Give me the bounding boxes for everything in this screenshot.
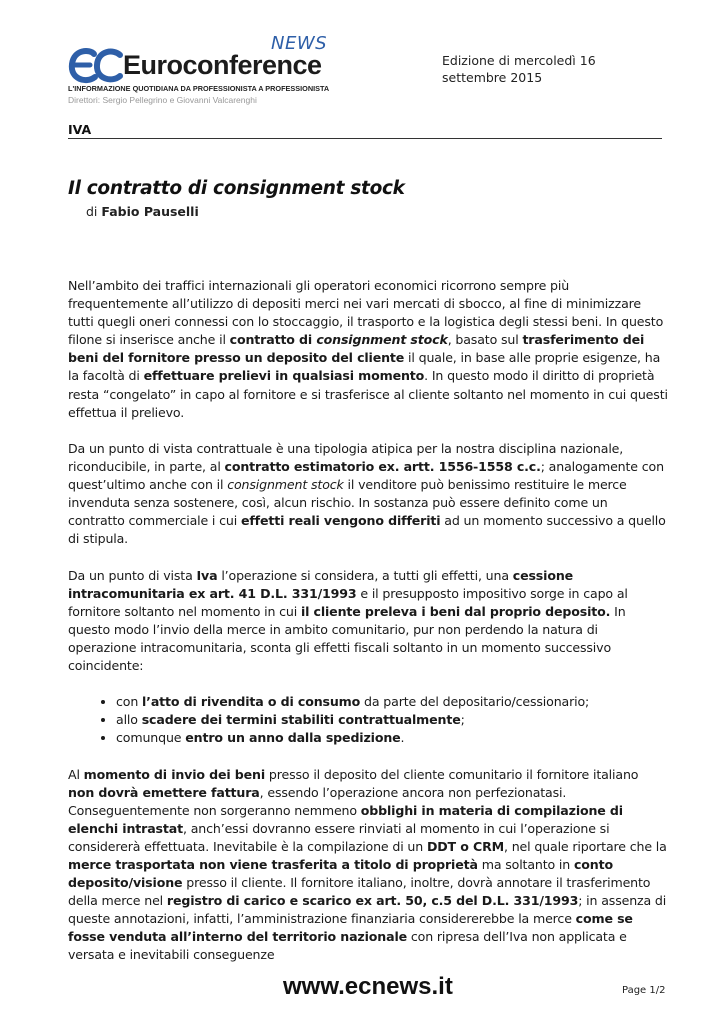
- text-run: Da un punto di vista contrattuale è una tipologia atipica per la nostra disciplina nazionale, riconducibile, in parte, al: [68, 440, 624, 474]
- text-run: entro un anno dalla spedizione: [185, 730, 401, 746]
- text-run: con: [116, 694, 143, 710]
- text-run: scadere dei termini stabiliti contrattualmente: [141, 712, 461, 728]
- text-run: DDT o CRM: [426, 838, 504, 854]
- text-run: il quale, in base alle proprie esigenze, ha la facoltà di: [68, 350, 661, 384]
- text-run: come se fosse venduta all’interno del territorio nazionale: [68, 911, 633, 945]
- text-run: trasferimento dei beni del fornitore presso un deposito del cliente: [68, 332, 645, 366]
- text-run: comunque: [116, 730, 186, 746]
- text-run: Iva: [196, 567, 218, 583]
- text-run: ; analogamente con quest’ultimo anche con il: [68, 458, 664, 493]
- text-run: , nel quale riportare che la: [504, 838, 667, 854]
- text-run: cessione intracomunitaria ex art. 41 D.L. 331/1993: [68, 567, 574, 601]
- text-run: l’operazione si considera, a tutti gli effetti, una: [217, 567, 513, 583]
- bullet-list: [68, 693, 668, 747]
- text-run: .: [400, 730, 405, 746]
- text-run: presso il deposito del cliente comunitario il fornitore italiano: [265, 766, 639, 782]
- text-run: da parte del depositario/cessionario;: [360, 694, 590, 710]
- text-run: contratto di: [229, 332, 317, 348]
- page-number: Page 1/2: [622, 985, 666, 996]
- text-run: presso il cliente. Il fornitore italiano, inoltre, dovrà annotare il trasferimento della merce nel: [68, 875, 651, 909]
- text-run: , anch’essi dovranno essere rinviati al momento in cui l’operazione si considererà effettuata. Inevitabile è la compilazione di un: [68, 820, 610, 854]
- article-byline: [86, 204, 199, 219]
- text-run: Al: [68, 766, 84, 782]
- text-run: ; in assenza di queste annotazioni, infatti, l’amministrazione finanziaria considererebbe la merce: [68, 893, 667, 927]
- text-run: ;: [460, 712, 465, 728]
- text-run: e il presupposto impositivo sorge in capo al fornitore soltanto nel momento in cui: [68, 585, 628, 619]
- text-run: obblighi in materia di compilazione di elenchi intrastat: [68, 802, 623, 836]
- text-run: consignment stock: [316, 332, 448, 348]
- text-run: momento di invio dei beni: [83, 766, 266, 782]
- text-run: , basato sul: [447, 332, 523, 348]
- section-divider: [68, 138, 662, 139]
- text-run: ad un momento successivo a quello di stipula.: [68, 513, 666, 547]
- text-run: contratto estimatorio ex. artt. 1556-1558 c.c.: [224, 458, 541, 474]
- text-run: Nell’ambito dei traffici internazionali gli operatori economici ricorrono sempre più frequentemente all’utilizzo di depositi merci nei vari mercati di sbocco, al fine di minimizzare tutti quegli oneri connessi con lo stoccaggio, il trasporto e la logistica degli stessi beni. In questo filone si inserisce anche il: [68, 278, 664, 348]
- paragraph-1: [68, 277, 668, 422]
- text-run: effetti reali vengono differiti: [240, 513, 441, 529]
- text-run: , essendo l’operazione ancora non perfezionatasi. Conseguentemente non sorgeranno nemmeno: [68, 784, 567, 818]
- text-run: consignment stock: [227, 477, 344, 493]
- text-run: con ripresa dell’Iva non applicata e versata e inevitabili conseguenze: [68, 929, 627, 963]
- paragraph-3: [68, 567, 668, 676]
- text-run: In questo modo l’invio della merce in ambito comunitario, pur non perdendo la natura di operazione intracomunitaria, sconta gli effetti fiscali soltanto in un momento successivo coincidente:: [68, 603, 626, 673]
- text-run: . In questo modo il diritto di proprietà resta “congelato” in capo al fornitore e si trasferisce al cliente soltanto nel momento in cui questi effettua il prelievo.: [68, 368, 668, 420]
- edition-date: Edizione di mercoledì 16 settembre 2015: [442, 53, 596, 85]
- text-run: merce trasportata non viene trasferita a titolo di proprietà: [68, 857, 478, 872]
- logo-tagline: L'INFORMAZIONE QUOTIDIANA DA PROFESSIONISTA A PROFESSIONISTA: [68, 84, 330, 93]
- text-run: conto deposito/visione: [68, 857, 613, 891]
- text-run: il cliente preleva i beni dal proprio deposito.: [300, 603, 611, 619]
- text-run: non dovrà emettere fattura: [68, 784, 260, 800]
- text-run: allo: [116, 712, 142, 728]
- logo-brand-name: Euroconference: [123, 50, 322, 80]
- text-run: registro di carico e scarico ex art. 50, c.5 del D.L. 331/1993: [166, 893, 579, 909]
- text-run: effettuare prelievi in qualsiasi momento: [143, 368, 425, 384]
- text-run: Da un punto di vista: [68, 567, 197, 583]
- author-name: Fabio Pauselli: [101, 204, 199, 219]
- text-run: l’atto di rivendita o di consumo: [142, 694, 361, 710]
- ec-logo-icon: [68, 46, 124, 86]
- bold-run: [316, 332, 447, 347]
- paragraph-2: [68, 440, 668, 549]
- paragraph-4: [68, 766, 668, 965]
- text-run: ma soltanto in: [477, 857, 574, 872]
- footer-website-link[interactable]: www.ecnews.it: [283, 973, 453, 1000]
- logo-directors: Direttori: Sergio Pellegrino e Giovanni Valcarenghi: [68, 95, 257, 105]
- article-body: [68, 277, 668, 983]
- masthead: [68, 33, 330, 108]
- text-run: il venditore può benissimo restituire le merce invenduta senza sostenere, così, alcun rischio. In sostanza può essere definito come un contratto commerciale i cui: [68, 477, 627, 529]
- list-item: [116, 711, 668, 729]
- logo-news-label: NEWS: [271, 33, 328, 54]
- list-item: [116, 729, 668, 747]
- byline-prefix: di: [86, 204, 98, 219]
- section-label: IVA: [68, 122, 92, 137]
- article-title: Il contratto di consignment stock: [68, 178, 405, 199]
- list-item: [116, 693, 668, 711]
